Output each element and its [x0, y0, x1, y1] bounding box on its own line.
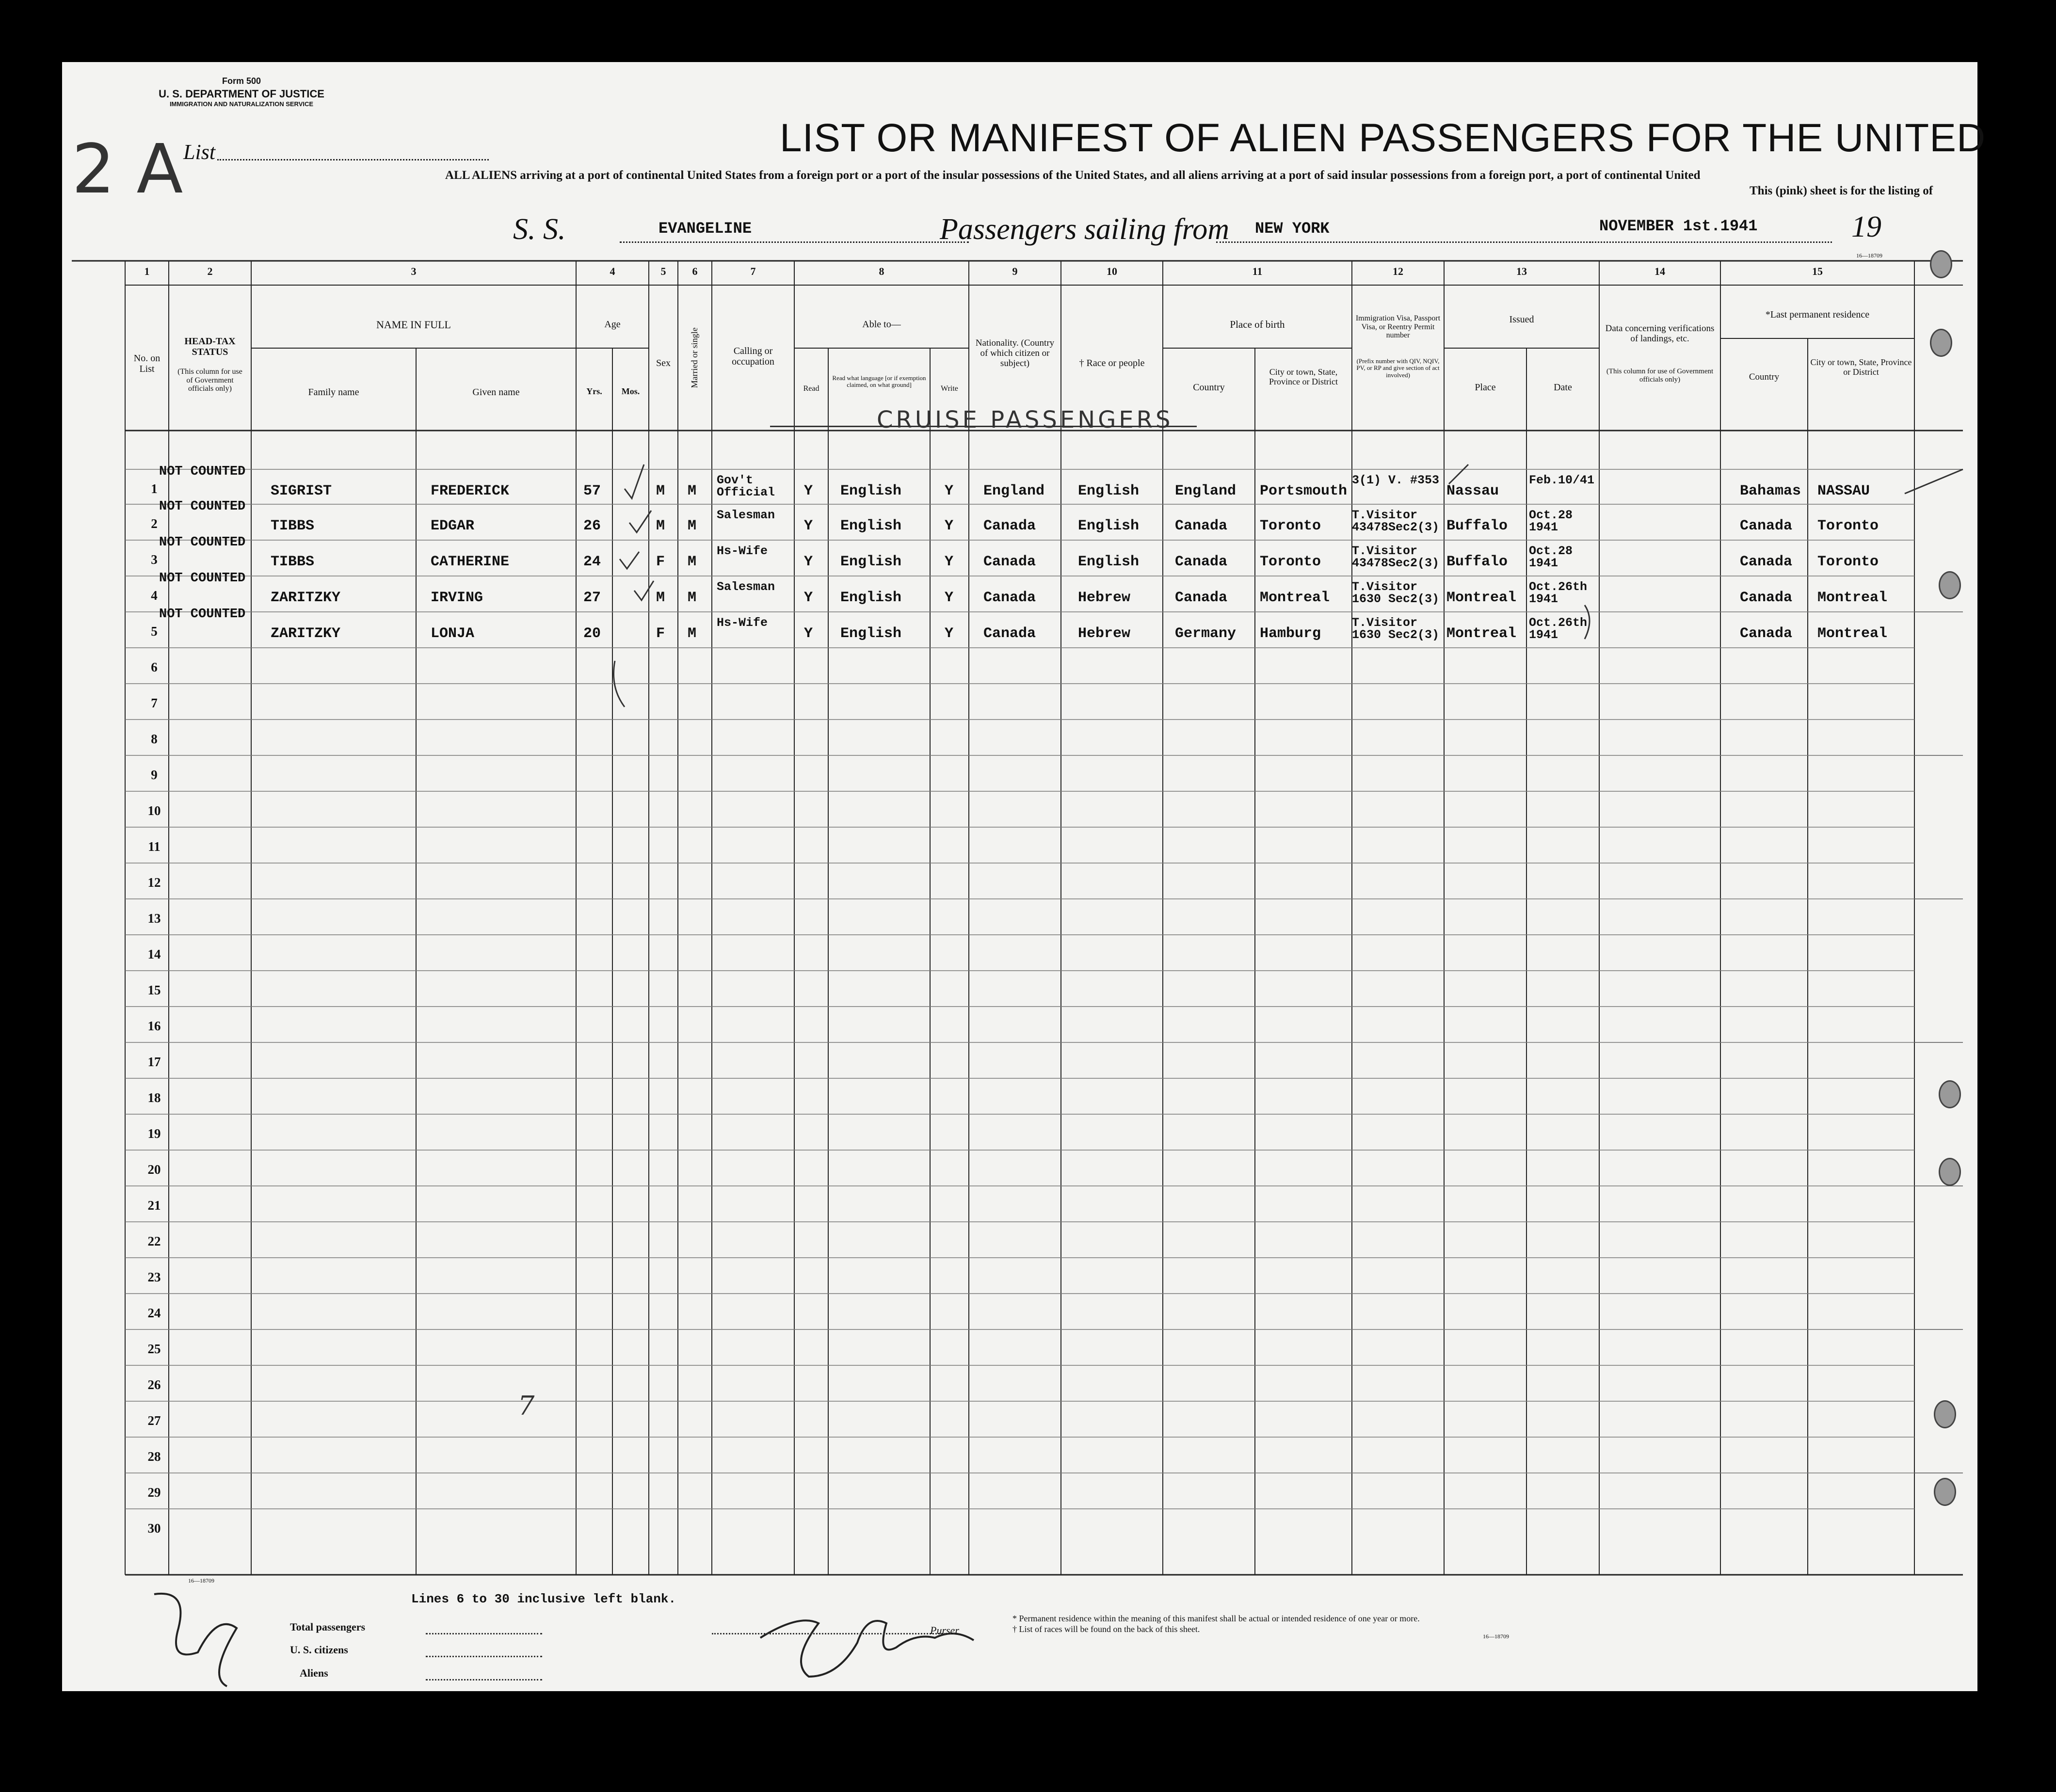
family-name-cell: TIBBS: [271, 554, 315, 570]
ship-name: EVANGELINE: [659, 220, 752, 238]
issued-date-cell: Oct.26th 1941: [1529, 616, 1588, 642]
header-res-city: City or town, State, Province or District: [1810, 357, 1912, 377]
sex-cell: M: [656, 518, 665, 534]
issued-place-cell: Montreal: [1446, 590, 1517, 606]
family-name-cell: ZARITZKY: [271, 625, 341, 642]
col-num-5: 5: [660, 265, 666, 277]
row-number: 5: [151, 624, 158, 639]
header-calling: Calling or occupation: [732, 346, 774, 367]
sex-cell: F: [656, 554, 665, 570]
read-cell: Y: [804, 483, 813, 499]
nationality-cell: England: [983, 483, 1045, 499]
race-cell: Hebrew: [1078, 590, 1131, 606]
birth-country-cell: Canada: [1175, 518, 1228, 534]
issued-date-cell: Oct.28 1941: [1529, 508, 1573, 534]
birth-city-cell: Hamburg: [1260, 625, 1321, 642]
row-number: 6: [151, 660, 158, 674]
row-number: 22: [147, 1234, 161, 1248]
header-read: Read: [803, 384, 819, 393]
total-passengers-line: [426, 1633, 542, 1634]
write-cell: Y: [945, 625, 954, 642]
head-tax-status: NOT COUNTED: [159, 499, 246, 514]
row-number: 27: [147, 1413, 161, 1428]
blank-lines-note: Lines 6 to 30 inclusive left blank.: [411, 1592, 676, 1606]
header-nationality: Nationality. (Country of which citizen or subject): [975, 338, 1055, 368]
occupation-cell: Salesman: [717, 508, 775, 522]
header-data-note: (This column for use of Government officials only): [1606, 368, 1714, 384]
sex-cell: M: [656, 590, 665, 606]
occupation-cell: Hs-Wife: [717, 616, 768, 630]
row-number: 24: [147, 1306, 161, 1320]
footer-print-code: 16—18709: [1483, 1633, 1509, 1640]
total-passengers-label: Total passengers: [290, 1621, 366, 1633]
occupation-cell: Gov't Official: [717, 473, 775, 499]
check-marks: [614, 464, 1963, 707]
marital-status-cell: M: [688, 483, 697, 499]
birth-city-cell: Portsmouth: [1260, 483, 1348, 499]
stray-handwritten-mark: 7: [518, 1391, 535, 1421]
residence-city-cell: NASSAU: [1817, 483, 1870, 499]
birth-city-cell: Toronto: [1260, 518, 1321, 534]
residence-city-cell: Toronto: [1817, 518, 1879, 534]
row-number: 8: [151, 732, 158, 746]
read-cell: Y: [804, 590, 813, 606]
language-cell: English: [840, 590, 902, 606]
header-head-tax: HEAD-TAX STATUS: [184, 336, 236, 357]
nationality-cell: Canada: [983, 518, 1036, 534]
race-cell: English: [1078, 483, 1140, 499]
header-issued-place: Place: [1475, 382, 1496, 393]
us-citizens-line: [426, 1656, 542, 1657]
visa-cell: T.Visitor 1630 Sec2(3): [1352, 580, 1440, 606]
visa-cell: T.Visitor 43478Sec2(3): [1352, 544, 1440, 570]
aliens-line: [426, 1679, 542, 1680]
sailing-label: Passengers sailing from: [940, 213, 1230, 246]
issued-date-cell: Oct.28 1941: [1529, 544, 1573, 570]
write-cell: Y: [945, 590, 954, 606]
header-birth-country: Country: [1193, 382, 1225, 393]
row-number: 25: [147, 1342, 161, 1356]
residence-city-cell: Toronto: [1817, 554, 1879, 570]
col-num-10: 10: [1107, 265, 1117, 277]
language-cell: English: [840, 625, 902, 642]
department-name: U. S. DEPARTMENT OF JUSTICE: [159, 88, 324, 100]
row-number: 21: [147, 1198, 161, 1213]
header-place-of-birth: Place of birth: [1230, 319, 1285, 330]
family-name-cell: TIBBS: [271, 518, 315, 534]
header-sex: Sex: [656, 358, 671, 368]
row-number: 28: [147, 1449, 161, 1464]
signature-line: [712, 1633, 954, 1634]
write-cell: Y: [945, 554, 954, 570]
footnote-residence: * Permanent residence within the meaning of this manifest shall be actual or intended residence of one year or more.: [1012, 1614, 1420, 1623]
age-years-cell: 27: [583, 590, 601, 606]
binder-hole: [1934, 1478, 1956, 1506]
issued-date-cell: Feb.10/41: [1529, 473, 1595, 487]
manifest-title: LIST OR MANIFEST OF ALIEN PASSENGERS FOR THE UNITED: [780, 116, 1986, 160]
header-age: Age: [604, 319, 621, 330]
row-number: 2: [151, 516, 158, 531]
occupation-cell: Salesman: [717, 580, 775, 594]
age-years-cell: 20: [583, 625, 601, 642]
ss-label: S. S.: [513, 213, 566, 246]
residence-country-cell: Canada: [1740, 590, 1793, 606]
language-cell: English: [840, 483, 902, 499]
header-visa-note: (Prefix number with QIV, NQIV, PV, or RP and give section of act involved): [1356, 357, 1440, 379]
birth-country-cell: Canada: [1175, 590, 1228, 606]
header-head-tax-note: (This column for use of Government officials only): [177, 368, 242, 393]
given-name-cell: CATHERINE: [431, 554, 510, 570]
row-number: 15: [147, 983, 161, 997]
head-tax-status: NOT COUNTED: [159, 571, 246, 586]
visa-cell: 3(1) V. #353: [1352, 473, 1440, 487]
header-family-name: Family name: [308, 387, 359, 398]
row-number: 13: [147, 911, 161, 926]
cruise-underline: [770, 426, 1197, 427]
issued-place-cell: Buffalo: [1446, 554, 1508, 570]
header-no-on-list: No. on List: [133, 353, 161, 374]
us-citizens-label: U. S. citizens: [290, 1644, 348, 1656]
row-number: 20: [147, 1162, 161, 1177]
family-name-cell: SIGRIST: [271, 483, 332, 499]
header-mos: Mos.: [621, 386, 640, 396]
sailing-date: NOVEMBER 1st.1941: [1599, 217, 1758, 235]
row-number: 26: [147, 1377, 161, 1392]
service-name: IMMIGRATION AND NATURALIZATION SERVICE: [169, 100, 314, 108]
marital-status-cell: M: [688, 518, 697, 534]
nationality-cell: Canada: [983, 590, 1036, 606]
col-num-14: 14: [1654, 265, 1665, 277]
row-number: 10: [147, 803, 161, 818]
birth-city-cell: Toronto: [1260, 554, 1321, 570]
row-number: 9: [151, 768, 158, 782]
row-number: 7: [151, 696, 158, 710]
residence-country-cell: Bahamas: [1740, 483, 1801, 499]
age-years-cell: 24: [583, 554, 601, 570]
row-number: 3: [151, 552, 158, 567]
purser-signature-strokes: [154, 1594, 974, 1686]
header-name-in-full: NAME IN FULL: [376, 319, 451, 331]
given-name-cell: FREDERICK: [431, 483, 510, 499]
marital-status-cell: M: [688, 554, 697, 570]
col-num-7: 7: [750, 265, 756, 277]
row-number: 19: [147, 1126, 161, 1141]
issued-place-cell: Nassau: [1446, 483, 1499, 499]
header-last-residence: *Last permanent residence: [1765, 309, 1870, 320]
binder-hole: [1939, 571, 1961, 599]
header-issued: Issued: [1509, 314, 1534, 325]
header-res-country: Country: [1749, 372, 1780, 382]
row-number: 17: [147, 1055, 161, 1069]
form-number: Form 500: [222, 76, 261, 86]
header-visa: Immigration Visa, Passport Visa, or Reentry Permit number: [1355, 314, 1441, 340]
header-print-code: 16—18709: [1856, 252, 1882, 259]
language-cell: English: [840, 518, 902, 534]
sex-cell: M: [656, 483, 665, 499]
binder-hole: [1939, 1158, 1961, 1186]
residence-country-cell: Canada: [1740, 518, 1793, 534]
header-issued-date: Date: [1554, 382, 1572, 393]
occupation-cell: Hs-Wife: [717, 544, 768, 558]
departure-port: NEW YORK: [1255, 220, 1330, 238]
residence-country-cell: Canada: [1740, 625, 1793, 642]
issued-place-cell: Buffalo: [1446, 518, 1508, 534]
issued-place-cell: Montreal: [1446, 625, 1517, 642]
header-able-to: Able to—: [862, 319, 901, 330]
row-number: 29: [147, 1485, 161, 1500]
header-given-name: Given name: [472, 387, 520, 398]
aliens-label: Aliens: [300, 1667, 328, 1679]
visa-cell: T.Visitor 43478Sec2(3): [1352, 508, 1440, 534]
col-num-3: 3: [411, 265, 417, 277]
race-cell: Hebrew: [1078, 625, 1131, 642]
year-label: 19: [1851, 210, 1881, 243]
marital-status-cell: M: [688, 590, 697, 606]
binder-hole: [1934, 1400, 1956, 1428]
family-name-cell: ZARITZKY: [271, 590, 341, 606]
row-number: 4: [151, 588, 158, 603]
subtitle-line-2: This (pink) sheet is for the listing of: [1750, 184, 1933, 197]
birth-country-cell: Germany: [1175, 625, 1237, 642]
col-num-11: 11: [1252, 265, 1263, 277]
footnote-races: † List of races will be found on the back of this sheet.: [1012, 1624, 1200, 1634]
write-cell: Y: [945, 483, 954, 499]
header-write: Write: [941, 384, 958, 393]
row-number: 16: [147, 1019, 161, 1033]
read-cell: Y: [804, 554, 813, 570]
row-number: 11: [148, 839, 161, 854]
col-num-2: 2: [207, 265, 213, 277]
marital-status-cell: M: [688, 625, 697, 642]
issued-date-cell: Oct.26th 1941: [1529, 580, 1588, 606]
residence-city-cell: Montreal: [1817, 625, 1888, 642]
birth-country-cell: England: [1175, 483, 1237, 499]
col-num-4: 4: [610, 265, 615, 277]
write-cell: Y: [945, 518, 954, 534]
col-num-15: 15: [1812, 265, 1823, 277]
given-name-cell: IRVING: [431, 590, 483, 606]
head-tax-status: NOT COUNTED: [159, 607, 246, 622]
header-race: † Race or people: [1079, 358, 1145, 368]
nationality-cell: Canada: [983, 625, 1036, 642]
table-print-code: 16—18709: [188, 1577, 214, 1584]
head-tax-status: NOT COUNTED: [159, 535, 246, 550]
cruise-note: CRUISE PASSENGERS: [877, 406, 1173, 433]
visa-cell: T.Visitor 1630 Sec2(3): [1352, 616, 1440, 642]
given-name-cell: LONJA: [431, 625, 475, 642]
list-handwritten: 2 A: [72, 130, 183, 209]
birth-country-cell: Canada: [1175, 554, 1228, 570]
binder-hole: [1930, 329, 1952, 357]
col-num-8: 8: [879, 265, 884, 277]
binder-hole: [1939, 1080, 1961, 1108]
list-label: List: [183, 140, 216, 164]
row-number: 23: [147, 1270, 161, 1284]
col-num-12: 12: [1393, 265, 1403, 277]
header-read-language: Read what language [or if exemption claimed, on what ground]: [832, 374, 926, 389]
row-number: 18: [147, 1090, 161, 1105]
manifest-grid: [62, 62, 1977, 1691]
row-number: 12: [147, 875, 161, 890]
header-yrs: Yrs.: [586, 386, 602, 396]
read-cell: Y: [804, 518, 813, 534]
row-number: 1: [151, 481, 158, 496]
race-cell: English: [1078, 554, 1140, 570]
binder-hole: [1930, 250, 1952, 278]
residence-city-cell: Montreal: [1817, 590, 1888, 606]
head-tax-status: NOT COUNTED: [159, 464, 246, 479]
col-num-1: 1: [144, 265, 150, 277]
header-birth-city: City or town, State, Province or District: [1269, 367, 1338, 386]
language-cell: English: [840, 554, 902, 570]
row-number: 14: [147, 947, 161, 961]
header-data-landings: Data concerning verifications of landings, etc.: [1605, 323, 1715, 344]
subtitle-line-1: ALL ALIENS arriving at a port of continental United States from a foreign port or a port of the insular possessions of the United States, and all aliens arriving at a port of said insular possessions from a foreign port, a port of continental United: [445, 169, 1701, 182]
purser-label: Purser: [930, 1624, 959, 1636]
manifest-sheet: [62, 62, 1986, 1691]
race-cell: English: [1078, 518, 1140, 534]
birth-city-cell: Montreal: [1260, 590, 1330, 606]
col-num-13: 13: [1516, 265, 1527, 277]
given-name-cell: EDGAR: [431, 518, 475, 534]
nationality-cell: Canada: [983, 554, 1036, 570]
col-num-6: 6: [692, 265, 698, 277]
read-cell: Y: [804, 625, 813, 642]
col-num-9: 9: [1012, 265, 1018, 277]
header-married: Married or single: [690, 327, 700, 388]
row-number: 30: [147, 1521, 161, 1536]
age-years-cell: 57: [583, 483, 601, 499]
residence-country-cell: Canada: [1740, 554, 1793, 570]
sex-cell: F: [656, 625, 665, 642]
age-years-cell: 26: [583, 518, 601, 534]
